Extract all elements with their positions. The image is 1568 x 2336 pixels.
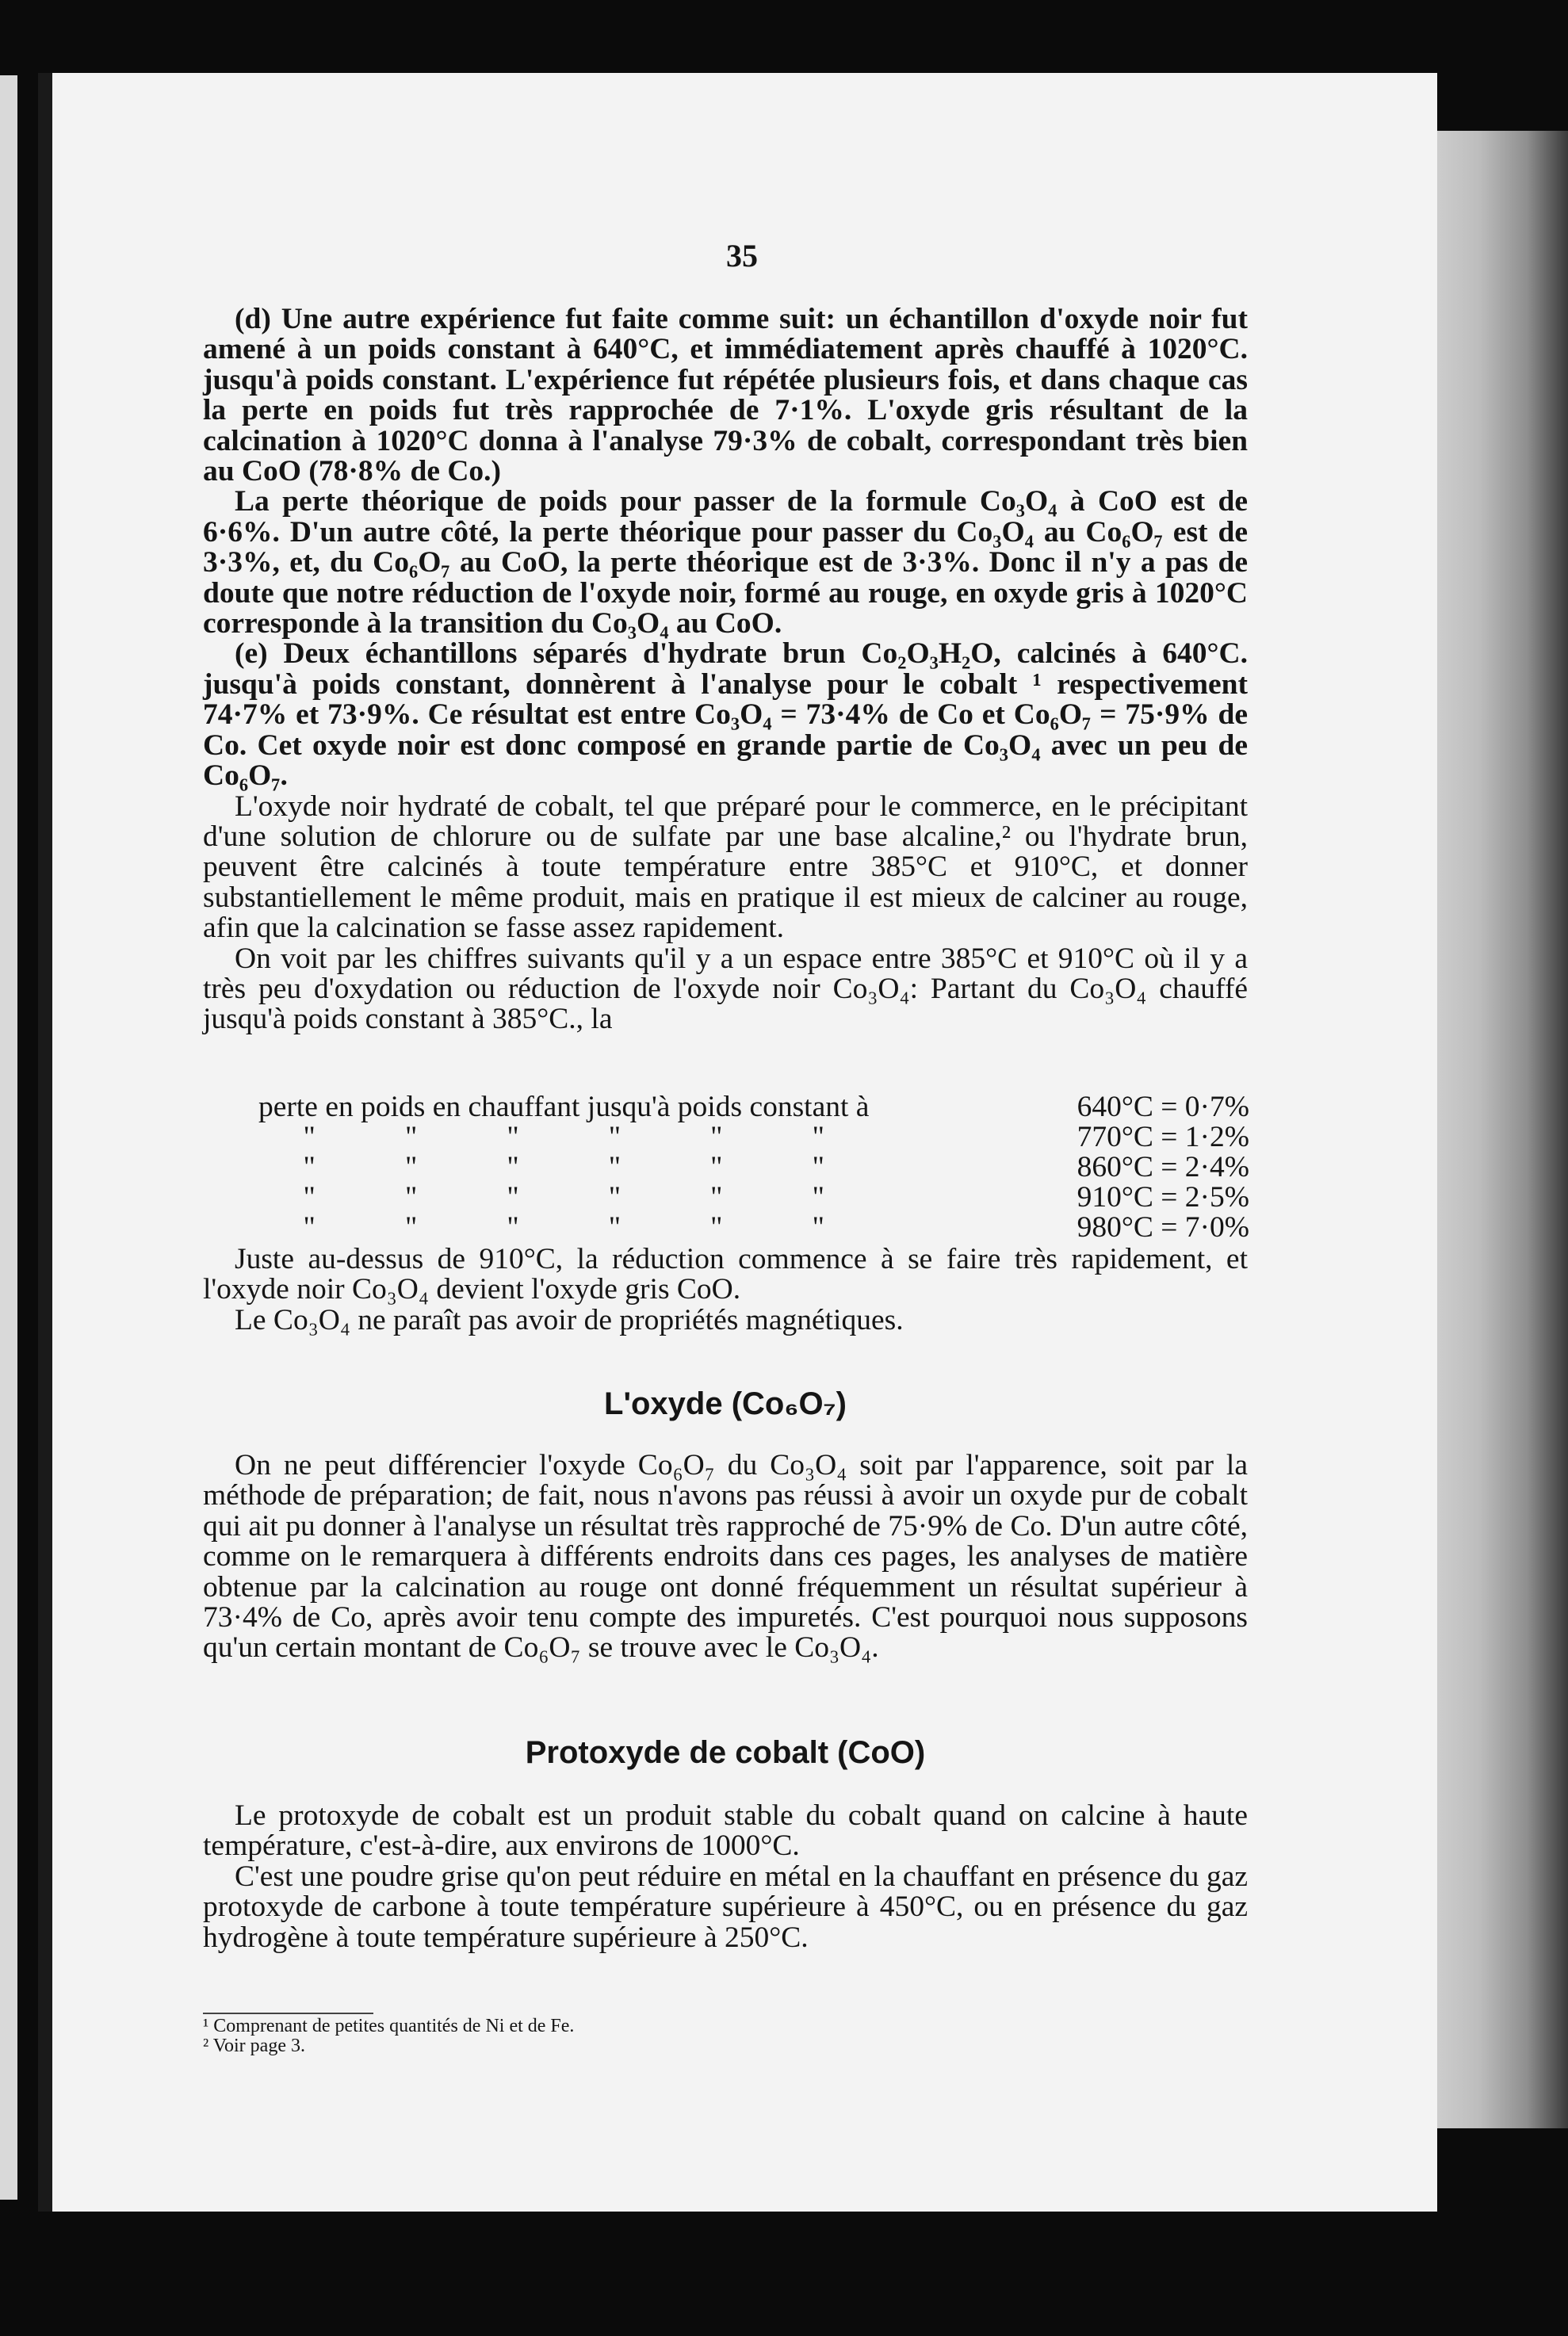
heading-oxyde-block xyxy=(203,1386,1248,1421)
table-row-text: perte en poids en chauffant jusqu'à poids constant à xyxy=(258,1091,870,1123)
ditto-mark: " xyxy=(710,1181,723,1214)
section-after-table xyxy=(203,1244,1248,1336)
paragraph-reduction: Juste au-dessus de 910°C, la réduction commence à se faire très rapidement, et l'oxyde noir Co₃O₄ devient l'oxyde gris CoO. xyxy=(203,1243,1248,1306)
ditto-mark: " xyxy=(710,1211,723,1244)
paragraph-protoxyde-stable: Le protoxyde de cobalt est un produit stable du cobalt quand on calcine à haute température, c'est-à-dire, aux environs de 1000°C. xyxy=(203,1799,1248,1863)
ditto-mark: " xyxy=(404,1181,418,1214)
ditto-mark: " xyxy=(404,1151,418,1183)
ditto-mark: " xyxy=(812,1151,824,1183)
paragraph-hydrated-oxide: L'oxyde noir hydraté de cobalt, tel que préparé pour le commerce, en le précipitant d'une solution de chlorure ou de sulfate par une base alcaline,² ou l'hydrate brun, peuvent être calcinés à toute température entre 385°C et 910°C, et donner substantiellement le même produit, mais en pratique il est mieux de calciner au rouge, afin que la calcination se fasse assez rapidement. xyxy=(203,789,1248,945)
ditto-mark: " xyxy=(507,1121,519,1153)
table-row xyxy=(258,1153,1249,1183)
ditto-mark: " xyxy=(303,1121,316,1153)
paragraph-e: (e) Deux échantillons séparés d'hydrate brun Co₂O₃H₂O, calcinés à 640°C. jusqu'à poids constant, donnèrent à l'analyse pour le cobalt ¹ respectivement 74·7% et 73·9%. Ce résultat est entre Co₃O₄ = 73·4% de Co et Co₆O₇ = 75·9% de Co. Cet oxyde noir est donc composé en grande partie de Co₃O₄ avec un peu de Co₆O₇. xyxy=(203,637,1248,793)
table-row xyxy=(258,1092,1249,1122)
table-row xyxy=(258,1122,1249,1153)
ditto-mark: " xyxy=(608,1151,621,1183)
ditto-mark: " xyxy=(812,1121,824,1153)
paragraph-figures-intro: On voit par les chiffres suivants qu'il y a un espace entre 385°C et 910°C où il y a très peu d'oxydation ou réduction de l'oxyde noir Co₃O₄: Partant du Co₃O₄ chauffé jusqu'à poids constant à 385°C., la xyxy=(203,942,1248,1036)
section-d-e xyxy=(203,304,1248,1035)
ditto-mark: " xyxy=(303,1151,316,1183)
ditto-mark: " xyxy=(404,1211,418,1244)
ditto-mark: " xyxy=(710,1121,723,1153)
section-heading-oxyde: L'oxyde (Co₆O₇) xyxy=(604,1386,847,1421)
weight-loss-table xyxy=(258,1092,1249,1243)
footnote-divider xyxy=(203,2013,373,2014)
table-value: 910°C = 2·5% xyxy=(1077,1181,1249,1214)
book-page xyxy=(38,73,1437,2212)
table-row xyxy=(258,1213,1249,1243)
table-value: 640°C = 0·7% xyxy=(1077,1091,1249,1123)
ditto-mark: " xyxy=(507,1181,519,1214)
table-value: 860°C = 2·4% xyxy=(1077,1151,1249,1183)
ditto-mark: " xyxy=(404,1121,418,1153)
ditto-mark: " xyxy=(303,1181,316,1214)
page-number: 35 xyxy=(726,238,758,273)
section-heading-protoxyde: Protoxyde de cobalt (CoO) xyxy=(525,1735,926,1770)
ditto-mark: " xyxy=(812,1181,824,1214)
footnotes xyxy=(203,2017,574,2056)
table-value: 980°C = 7·0% xyxy=(1077,1211,1249,1244)
paragraph-oxyde: On ne peut différencier l'oxyde Co₆O₇ du Co₃O₄ soit par l'apparence, soit par la méthode de préparation; de fait, nous n'avons pas réussi à avoir un oxyde pur de cobalt qui ait pu donner à l'analyse un résultat très rapproché de 75·9% de Co. D'un autre côté, comme on le remarquera à différents endroits dans ces pages, les analyses de matière obtenue par la calcination au rouge ont donné fréquemment un résultat supérieur à 73·4% de Co, après avoir tenu compte des impuretés. C'est pourquoi nous supposons qu'un certain montant de Co₆O₇ se trouve avec le Co₃O₄. xyxy=(203,1449,1248,1665)
ditto-mark: " xyxy=(710,1151,723,1183)
ditto-mark: " xyxy=(507,1151,519,1183)
ditto-mark: " xyxy=(507,1211,519,1244)
ditto-mark: " xyxy=(608,1121,621,1153)
paragraph-magnetic: Le Co₃O₄ ne paraît pas avoir de propriétés magnétiques. xyxy=(235,1303,904,1336)
adjacent-page-edge xyxy=(0,75,17,2200)
heading-protoxyde-block xyxy=(203,1735,1248,1770)
paragraph-theoretical-loss: La perte théorique de poids pour passer de la formule Co₃O₄ à CoO est de 6·6%. D'un autre côté, la perte théorique pour passer du Co₃O₄ au Co₆O₇ est de 3·3%, et, du Co₆O₇ au CoO, la perte théorique est de 3·3%. Donc il n'y a pas de doute que notre réduction de l'oxyde noir, formé au rouge, en oxyde gris à 1020°C corresponde à la transition du Co₃O₄ au CoO. xyxy=(203,485,1248,640)
paragraph-protoxyde-reduction: C'est une poudre grise qu'on peut réduire en métal en la chauffant en présence du gaz protoxyde de carbone à toute température supérieure à 450°C, ou en présence du gaz hydrogène à toute température supérieure à 250°C. xyxy=(203,1860,1248,1954)
section-oxyde xyxy=(203,1451,1248,1664)
section-protoxyde xyxy=(203,1801,1248,1953)
footnote-1: ¹ Comprenant de petites quantités de Ni et de Fe. xyxy=(203,2016,575,2036)
table-value: 770°C = 1·2% xyxy=(1077,1121,1249,1153)
ditto-mark: " xyxy=(812,1211,824,1244)
paragraph-d: (d) Une autre expérience fut faite comme suit: un échantillon d'oxyde noir fut amené à un poids constant à 640°C, et immédiatement après chauffé à 1020°C. jusqu'à poids constant. L'expérience fut répétée plusieurs fois, et dans chaque cas la perte en poids fut très rapprochée de 7·1%. L'oxyde gris résultant de la calcination à 1020°C donna à l'analyse 79·3% de cobalt, correspondant très bien au CoO (78·8% de Co.) xyxy=(203,303,1248,488)
ditto-mark: " xyxy=(608,1211,621,1244)
table-row xyxy=(258,1183,1249,1213)
ditto-mark: " xyxy=(608,1181,621,1214)
footnote-2: ² Voir page 3. xyxy=(203,2036,305,2056)
ditto-mark: " xyxy=(303,1211,316,1244)
page-stack-edge xyxy=(1431,131,1568,2128)
